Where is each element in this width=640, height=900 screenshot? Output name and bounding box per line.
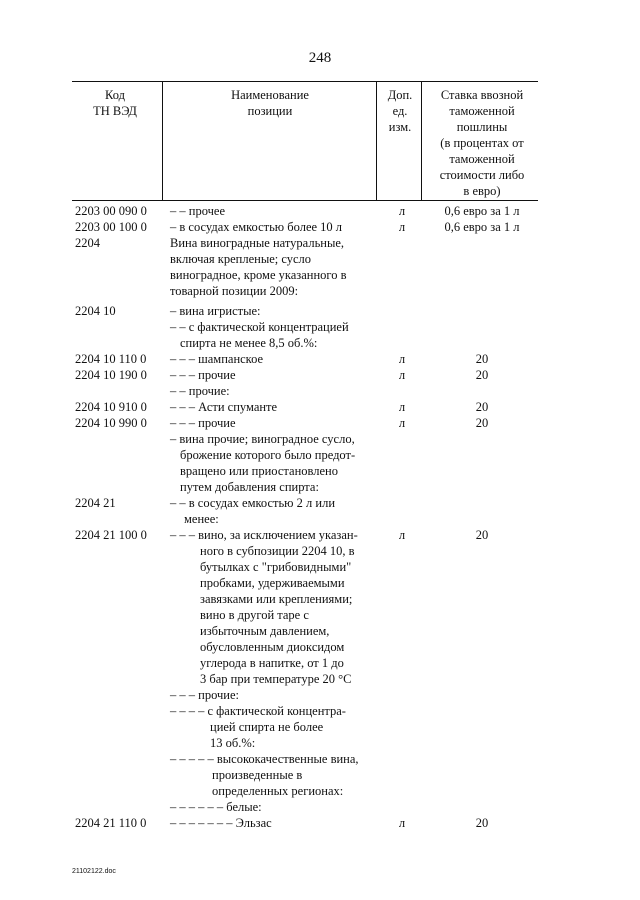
row-description-line: – – – – – – – Эльзас [170, 816, 272, 830]
row-unit: л [398, 816, 406, 830]
row-description-line: – в сосудах емкостью более 10 л [170, 220, 343, 234]
row-description [170, 383, 380, 399]
row-description-line: – – – Асти спуманте [170, 400, 278, 414]
table-row [0, 319, 640, 351]
header-unit-line: ед. [392, 104, 408, 118]
row-description-line: углерода в напитке, от 1 до [200, 656, 344, 670]
row-description [170, 431, 380, 495]
row-unit: л [398, 220, 406, 234]
row-description [170, 687, 380, 703]
row-code: 2204 10 190 0 [75, 368, 147, 382]
row-code: 2204 21 [75, 496, 116, 510]
header-name-line: позиции [247, 104, 293, 118]
header-rate-line: в евро) [463, 184, 501, 198]
header-unit [382, 87, 418, 135]
row-description-line: – – – – – высококачественные вина, [170, 752, 359, 766]
row-description-line: 3 бар при температуре 20 °С [200, 672, 352, 686]
row-description-line: обусловленным диоксидом [200, 640, 345, 654]
row-description-line: – – прочее [170, 204, 225, 218]
row-unit: л [398, 368, 406, 382]
header-rate [424, 87, 540, 199]
table-row [0, 495, 640, 527]
row-description [170, 799, 380, 815]
row-unit: л [398, 352, 406, 366]
table-row [0, 235, 640, 299]
row-duty-rate: 0,6 евро за 1 л [444, 204, 520, 218]
header-unit-line: Доп. [387, 88, 413, 102]
row-description-line: вращено или приостановлено [180, 464, 338, 478]
row-description [170, 219, 380, 235]
row-code: 2204 21 100 0 [75, 528, 147, 542]
row-description-line: – – – прочие [170, 416, 236, 430]
table-row [0, 687, 640, 703]
row-description-line: товарной позиции 2009: [170, 284, 299, 298]
row-description-line: – – – прочие [170, 368, 236, 382]
row-description-line: – – – прочие: [170, 688, 239, 702]
header-code [72, 87, 158, 119]
row-description-line: бутылках с "грибовидными" [200, 560, 352, 574]
header-code-line: Код [105, 88, 125, 102]
table-row [0, 367, 640, 383]
row-description [170, 399, 380, 415]
row-description-line: Вина виноградные натуральные, [170, 236, 345, 250]
row-unit: л [398, 400, 406, 414]
row-unit: л [398, 528, 406, 542]
row-description-line: менее: [184, 512, 219, 526]
row-duty-rate: 20 [475, 416, 489, 430]
table-row [0, 351, 640, 367]
row-description [170, 203, 380, 219]
table-row [0, 303, 640, 319]
header-divider [162, 81, 163, 200]
table-top-rule [72, 81, 538, 82]
row-description-line: – – – шампанское [170, 352, 264, 366]
row-duty-rate: 20 [475, 816, 489, 830]
row-description-line: виноградное, кроме указанного в [170, 268, 347, 282]
header-code-line: ТН ВЭД [93, 104, 137, 118]
row-description-line: путем добавления спирта: [180, 480, 319, 494]
row-description-line: – вина прочие; виноградное сусло, [170, 432, 355, 446]
row-description-line: – вина игристые: [170, 304, 261, 318]
row-description [170, 527, 380, 687]
row-description [170, 751, 380, 799]
table-row [0, 399, 640, 415]
row-description-line: цией спирта не более [210, 720, 324, 734]
row-code: 2204 [75, 236, 100, 250]
row-description-line: – – – – с фактической концентра- [170, 704, 346, 718]
row-description-line: спирта не менее 8,5 об.%: [180, 336, 318, 350]
header-name [170, 87, 370, 119]
header-rate-line: стоимости либо [439, 168, 525, 182]
row-duty-rate: 0,6 евро за 1 л [444, 220, 520, 234]
table-row [0, 799, 640, 815]
row-description [170, 319, 380, 351]
footer-filename: 21102122.doc [72, 868, 116, 875]
row-duty-rate: 20 [475, 400, 489, 414]
table-row [0, 527, 640, 687]
row-duty-rate: 20 [475, 368, 489, 382]
row-description-line: – – – вино, за исключением указан- [170, 528, 358, 542]
row-description-line: завязками или креплениями; [200, 592, 353, 606]
row-code: 2203 00 090 0 [75, 204, 147, 218]
row-duty-rate: 20 [475, 528, 489, 542]
row-description-line: – – с фактической концентрацией [170, 320, 349, 334]
row-description [170, 367, 380, 383]
row-description-line: – – прочие: [170, 384, 230, 398]
table-row [0, 815, 640, 831]
row-description [170, 351, 380, 367]
row-code: 2204 10 110 0 [75, 352, 147, 366]
row-code: 2204 10 990 0 [75, 416, 147, 430]
header-unit-line: изм. [388, 120, 412, 134]
table-row [0, 751, 640, 799]
header-rate-line: таможенной [449, 104, 515, 118]
header-rate-line: пошлины [456, 120, 508, 134]
row-description-line: пробками, удерживаемыми [200, 576, 345, 590]
row-description-line: избыточным давлением, [200, 624, 330, 638]
table-row [0, 431, 640, 495]
row-description-line: 13 об.%: [210, 736, 256, 750]
table-header-rule [72, 200, 538, 201]
row-description-line: – – в сосудах емкостью 2 л или [170, 496, 336, 510]
row-duty-rate: 20 [475, 352, 489, 366]
row-description [170, 495, 380, 527]
row-description [170, 303, 380, 319]
row-description [170, 415, 380, 431]
row-code: 2204 21 110 0 [75, 816, 147, 830]
row-description-line: ного в субпозиции 2204 10, в [200, 544, 355, 558]
row-description-line: определенных регионах: [212, 784, 344, 798]
row-code: 2203 00 100 0 [75, 220, 147, 234]
row-code: 2204 10 [75, 304, 116, 318]
row-code: 2204 10 910 0 [75, 400, 147, 414]
header-rate-line: (в процентах от [440, 136, 524, 150]
header-rate-line: Ставка ввозной [440, 88, 524, 102]
row-description [170, 235, 380, 299]
table-row [0, 383, 640, 399]
tariff-table-body [0, 203, 640, 831]
row-unit: л [398, 416, 406, 430]
row-description-line: произведенные в [212, 768, 303, 782]
table-row [0, 203, 640, 219]
page-number: 248 [308, 50, 332, 66]
row-description-line: – – – – – – белые: [170, 800, 262, 814]
header-rate-line: таможенной [449, 152, 515, 166]
table-row [0, 219, 640, 235]
header-divider [376, 81, 377, 200]
table-row [0, 703, 640, 751]
row-description [170, 703, 380, 751]
header-divider [421, 81, 422, 200]
row-description-line: брожение которого было предот- [180, 448, 356, 462]
table-row [0, 415, 640, 431]
row-description-line: включая крепленые; сусло [170, 252, 312, 266]
row-description-line: вино в другой таре с [200, 608, 309, 622]
row-description [170, 815, 380, 831]
header-name-line: Наименование [231, 88, 309, 102]
row-unit: л [398, 204, 406, 218]
